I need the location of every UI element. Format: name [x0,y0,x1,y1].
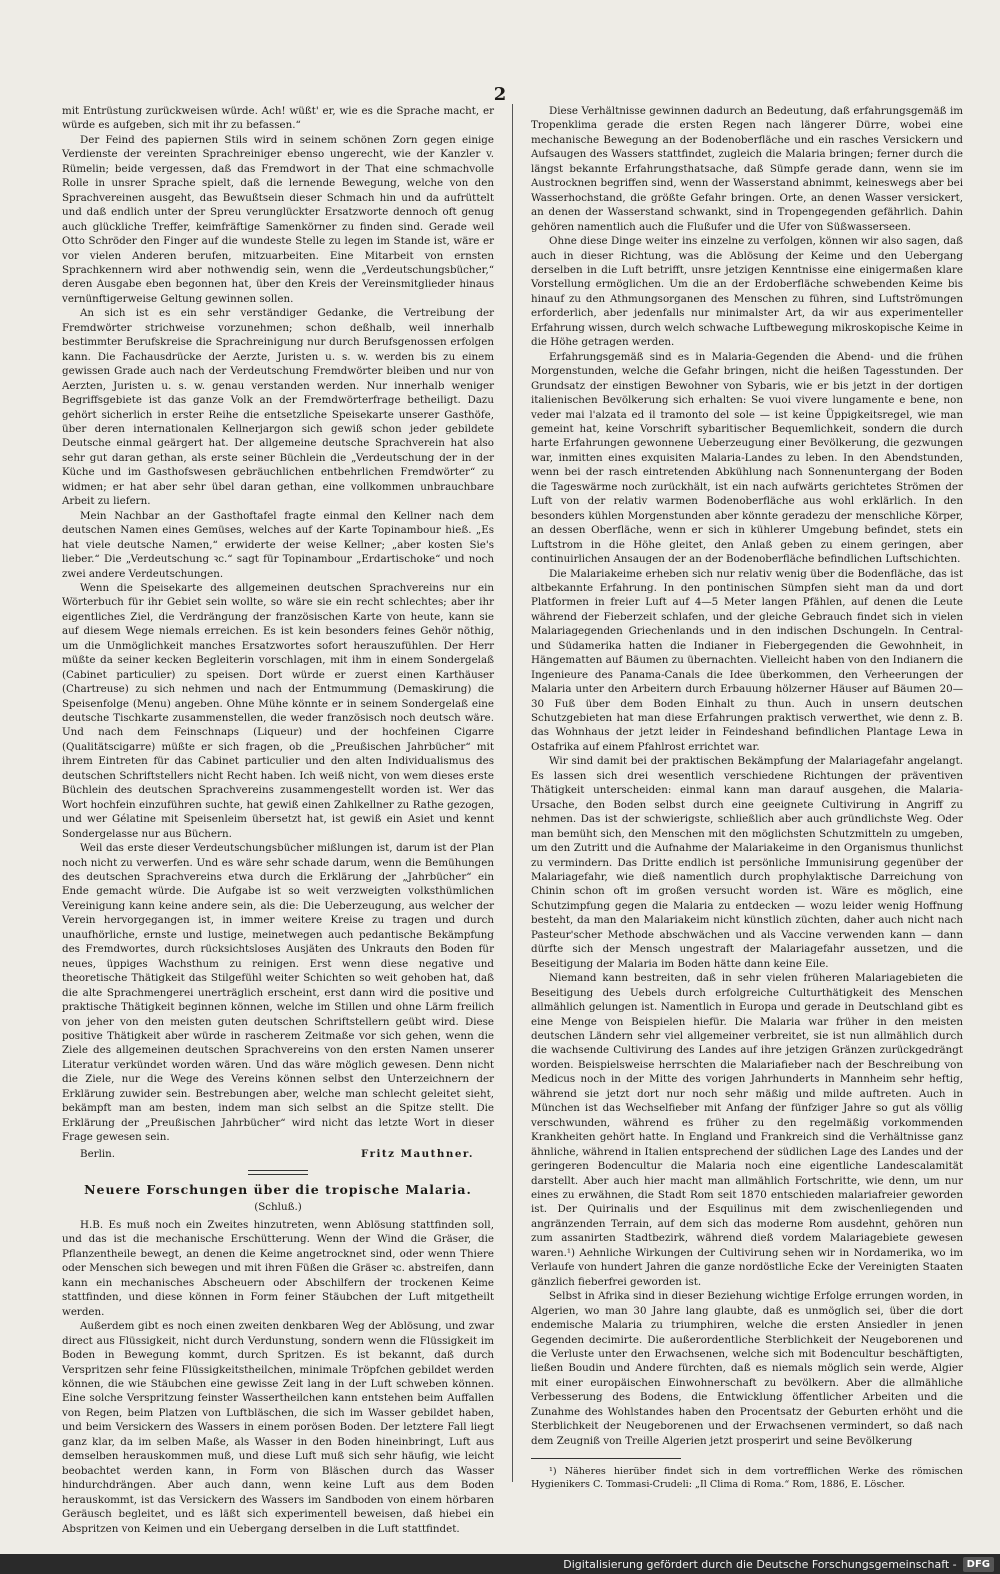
paragraph: Wenn die Speisekarte des allgemeinen deutschen Sprachvereins nur ein Wörterbuch für ihr Gebiet sein wollte, so wäre sie ein recht schlechtes; aber ihr eigentliches Ziel, die Verdrängung der französischen Karte von heute, kann sie auf diesem Wege niemals erreichen. Es ist kein besonders feines Gehör nöthig, um die Unmöglichkeit manches Ersatzwortes sofort herauszufühlen. Der Herr müßte da seiner kecken Begleiterin vorschlagen, mit ihm in einem Sondergelaß (Cabinet particulier) zu speisen. Dort würde er zuerst einen Karthäuser (Chartreuse) zu sich nehmen und nach der Entmummung (Demaskirung) die Speisenfolge (Menu) angeben. Ohne Mühe könnte er in seinem Sondergelaß eine deutsche Tischkarte zusammenstellen, die weder französisch noch deutsch wäre. Und nach dem Feinschnaps (Liqueur) und der hochfeinen Cigarre (Qualitätscigarre) müßte er sich fragen, ob die „Preußischen Jahrbücher“ mit ihrem Eintreten für das Cabinet particulier und den alten Individualismus des deutschen Schriftstellers nicht Recht haben. Ich weiß nicht, von wem dieses erste Büchlein des deutschen Sprachvereins zusammengestellt worden ist. Wer das Wort hochfein einzuführen suchte, hat gewiß einen Zahlkellner zu Rathe gezogen, und wer Gélatine mit Speisenleim übersetzt hat, ist gewiß ein Asiet und kennt Sondergelasse nur aus Büchern. [62,581,494,840]
article-subtitle: (Schluß.) [254,1200,302,1213]
paragraph: Mein Nachbar an der Gasthoftafel fragte einmal den Kellner nach dem deutschen Namen eines Gemüses, welches auf der Karte Topinambour hieß. „Es hat viele deutsche Namen,“ erwiderte der weise Kellner; „aber kosten Sie's lieber.“ Die „Verdeutschung ꝛc.“ sagt für Topinambour „Erdartischoke“ und noch zwei andere Verdeutschungen. [62,509,494,580]
paragraph: Niemand kann bestreiten, daß in sehr vielen früheren Malariagebieten die Beseitigung des Uebels durch erfolgreiche Culturthätigkeit des Menschen allmählich gelungen ist. Namentlich in Europa und gerade in Deutschland gibt es eine Menge von Beispielen hiefür. Die Malaria war früher in den meisten deutschen Ländern sehr viel allgemeiner verbreitet, sie ist nun allmählich durch die wachsende Cultivirung des Landes auf ihre jetzigen Gränzen zurückgedrängt worden. Beispielsweise herrschten die Malariafieber nach der Beschreibung von Medicus noch in der Mitte des vorigen Jahrhunderts in Mannheim sehr heftig, während sie jetzt dort nur noch sehr mäßig und milde auftreten. Auch in München ist das Wechselfieber mit Anfang der fünfziger Jahre so gut als völlig verschwunden, während es früher zu den regelmäßig vorkommenden Krankheiten gehört hatte. In England und Frankreich sind die Verhältnisse ganz ähnliche, während in Italien entsprechend der südlichen Lage des Landes und der geringeren Bodencultur die Malaria noch eine eigentliche Landescalamität darstellt. Aber auch hier macht man allmählich Fortschritte, wie denn, um nur eines zu erwähnen, die Stadt Rom seit 1870 entschieden malariafreier geworden ist. Der Quirinalis und der Esquilinus mit dem zwischenliegenden und angränzenden Terrain, auf dem sich das moderne Rom ausdehnt, gehören nun zum assanirten Stadtbezirk, während dieß vordem Malariagebiete gewesen waren.¹) Aehnliche Wirkungen der Cultivirung sehen wir in Nordamerika, wo im Verlaufe von hundert Jahren die ganze nordöstliche Ecke der Vereinigten Staaten gänzlich fieberfrei geworden ist. [531,972,963,1288]
paragraph: Selbst in Afrika sind in dieser Beziehung wichtige Erfolge errungen worden, in Algerien, wo man 30 Jahre lang glaubte, daß es unmöglich sei, über die dort endemische Malaria zu triumphiren, welche die ersten Ansiedler in jenen Gegenden decimirte. Die außerordentliche Sterblichkeit der Neugeborenen und die Verluste unter den Erwachsenen, welche sich mit Bodencultur beschäftigten, ließen Boudin und Andere fürchten, daß es niemals möglich sein werde, Algier mit einer europäischen Einwohnerschaft zu bevölkern. Aber die allmähliche Verbesserung des Bodens, die Entwicklung öffentlicher Arbeiten und die Zunahme des Wohlstandes haben den Procentsatz der Geburten erhöht und die Sterblichkeit der Neugeborenen und der Erwachsenen vermindert, so daß nach dem Zeugniß von Treille Algerien jetzt prosperirt und seine Bevölkerung [531,1290,963,1447]
article-author: Fritz Mauthner. [360,1147,474,1160]
paragraph: Außerdem gibt es noch einen zweiten denkbaren Weg der Ablösung, und zwar direct aus Flüssigkeit, nicht durch Verdunstung, sondern wenn die Flüssigkeit im Boden in Bewegung kommt, durch Spritzen. Es ist bekannt, daß durch Verspritzen sehr feine Flüssigkeitstheilchen, minimale Tröpfchen gebildet werden können, die wie Stäubchen eine gewisse Zeit lang in der Luft schweben können. Eine solche Verspritzung feinster Wassertheilchen kann entstehen beim Auffallen von Regen, beim Platzen von Luftbläschen, die sich im Wasser gebildet haben, und beim Versickern des Wassers in einem porösen Boden. Der letztere Fall liegt ganz klar, da im selben Maße, als Wasser in den Boden hineinbringt, Luft aus demselben herauskommen muß, und diese Luft muß sich sehr häufig, wie leicht beobachtet werden kann, in Form von Bläschen durch das Wasser hindurchdrängen. Aber auch dann, wenn keine Luft aus dem Boden herauskommt, ist das Versickern des Wassers im Sandboden von einem hörbaren Geräusch begleitet, und es läßt sich experimentell beweisen, daß hiebei ein Abspritzen von Keimen und ein Uebergang derselben in die Luft stattfindet. [62,1320,494,1535]
paragraph: Die Malariakeime erheben sich nur relativ wenig über die Bodenfläche, das ist altbekannte Erfahrung. In den pontinischen Sümpfen sieht man da und dort Platformen in freier Luft auf 4—5 Meter langen Pfählen, auf denen die Leute während der Fieberzeit schlafen, und der gleiche Gebrauch findet sich in vielen Malariagegenden Griechenlands und in den indischen Dschungeln. In Central- und Südamerika hatten die Indianer in Fiebergegenden die Gewohnheit, in Hängematten auf Bäumen zu übernachten. Vielleicht haben von den Indianern die Ingenieure des Panama-Canals die Idee überkommen, den Verheerungen der Malaria unter den Arbeitern durch Erbauung hölzerner Häuser auf Bäumen 20—30 Fuß über dem Boden Einhalt zu thun. Auch in unsern deutschen Schutzgebieten hat man diese Erfahrungen praktisch verwerthet, wie denn z. B. das Wohnhaus der jetzt leider in Feindeshand befindlichen Plantage Lewa in Ostafrika auf einem Pfahlrost errichtet war. [531,567,963,753]
paragraph: mit Entrüstung zurückweisen würde. Ach! wüßt' er, wie es die Sprache macht, er würde es aufgeben, sich mit ihr zu befassen.“ [62,105,494,132]
digitization-credit: Digitalisierung gefördert durch die Deutsche Forschungsgemeinschaft - [563,1557,957,1571]
paragraph: Wir sind damit bei der praktischen Bekämpfung der Malariagefahr angelangt. Es lassen sich drei wesentlich verschiedene Richtungen der präventiven Thätigkeit unterscheiden: einmal kann man darauf ausgehen, die Malaria-Ursache, den Boden selbst durch eine geeignete Cultivirung in Angriff zu nehmen. Das ist der schwierigste, schließlich aber auch gründlichste Weg. Oder man bemüht sich, den Menschen mit den möglichsten Schutzmitteln zu umgeben, um den Zutritt und die Aufnahme der Malariakeime in den Organismus thunlichst zu vermindern. Das Dritte endlich ist persönliche Immunisirung gegenüber der Malariagefahr, wie dieß namentlich durch prophylaktische Darreichung von Chinin schon oft im großen versucht worden ist. Wäre es möglich, eine Schutzimpfung gegen die Malaria zu entdecken — wozu leider wenig Hoffnung besteht, da man den Malariakeim nicht künstlich züchten, daher auch nicht nach Pasteur'scher Methode abschwächen und als Vaccine verwenden kann — dann dürfte sich der Mensch ungestraft der Malariagefahr aussetzen, und die Beseitigung der Malaria im Boden hätte dann keine Eile. [531,755,963,970]
paragraph: Weil das erste dieser Verdeutschungsbücher mißlungen ist, darum ist der Plan noch nicht zu verwerfen. Und es wäre sehr schade darum, wenn die Bemühungen des deutschen Sprachvereins etwa durch die Erklärung der „Jahrbücher“ ein Ende gemacht würde. Die Aufgabe ist so weit verzweigten volksthümlichen Vereinigung kann keine andere sein, als die: Die Ueberzeugung, aus welcher der Verein hervorgegangen ist, in immer weitere Kreise zu tragen und durch unaufhörliche, ernste und lustige, meinetwegen auch pedantische Bekämpfung des Fremdwortes, durch rücksichtsloses Ausjäten des Unkrauts den Boden für neues, üppiges Wachsthum zu reinigen. Erst wenn diese negative und theoretische Thätigkeit das Stilgefühl weiter Schichten so weit gehoben hat, daß die alte Sprachmengerei unerträglich erscheint, erst dann wird die positive und praktische Thätigkeit beginnen können, welche im Stillen und ohne Lärm freilich von jeher von den meisten guten deutschen Schriftstellern geübt wird. Diese positive Thätigkeit aber würde in rascherem Zeitmaße vor sich gehen, wenn die Ziele des allgemeinen deutschen Sprachvereins von den ersten Namen unserer Literatur verkündet worden wären. Und das wäre möglich gewesen. Denn nicht die Ziele, nur die Wege des Vereins können selbst den Unterzeichnern der Erklärung zuwider sein. Bestrebungen aber, welche man schlecht geleitet sieht, bekämpft man am besten, indem man sich selbst an die Spitze stellt. Die Erklärung der „Preußischen Jahrbücher“ wird nicht das letzte Wort in dieser Frage gewesen sein. [62,842,494,1144]
paragraph: Der Feind des papiernen Stils wird in seinem schönen Zorn gegen einige Verdienste der vereinten Sprachreiniger ebenso ungerecht, wie der Kanzler v. Rümelin; beide vergessen, daß das Fremdwort in der That eine schmachvolle Rolle in unsrer Sprache spielt, daß die lernende Bewegung, welche von den Sprachvereinen ausgeht, das Bewußtsein dieser Schmach hin und da aufrüttelt und daß endlich unter der Spreu verunglückter Ersatzworte dennoch oft genug auch glückliche Treffer, keimfräftige Samenkörner zu finden sind. Gerade weil Otto Schröder den Finger auf die wundeste Stelle zu legen im Stande ist, wäre er vor vielen Anderen berufen, mitzuarbeiten. Eine Mitarbeit von ernsten Sprachkennern wird aber nothwendig sein, wenn die „Verdeutschungsbücher,“ deren Ausgabe eben begonnen hat, über den Kreis der Vereinsmitglieder hinaus vernünftigerweise Geltung gewinnen sollen. [62,133,494,305]
paragraph: H.B. Es muß noch ein Zweites hinzutreten, wenn Ablösung stattfinden soll, und das ist die mechanische Erschütterung. Wenn der Wind die Gräser, die Pflanzentheile bewegt, an denen die Keime angetrocknet sind, oder wenn Thiere oder Menschen sich bewegen und mit ihren Füßen die Gräser ꝛc. abstreifen, dann kann ein mechanisches Abscheuern oder Abschilfern der trockenen Keime stattfinden, und diese können in Form feiner Stäubchen der Luft mitgetheilt werden. [62,1218,494,1318]
column-divider [512,104,513,1482]
footnote-separator [531,1458,681,1459]
digitization-footer [0,1554,1000,1574]
signature-row [62,1147,494,1161]
paragraph: Erfahrungsgemäß sind es in Malaria-Gegenden die Abend- und die frühen Morgenstunden, welche die Gefahr bringen, nicht die heißen Tagesstunden. Der Grundsatz der einstigen Bewohner von Sybaris, wie er bis jetzt in der dortigen italienischen Bevölkerung sich erhalten: Se vuoi vivere lungamente e bene, non veder mai l'alzata ed il tramonto del sole — ist keine Üppigkeitsregel, wie man gemeint hat, keine Vorschrift sybaritischer Bequemlichkeit, sondern die durch harte Erfahrungen gewonnene Ueberzeugung einer Bevölkerung, die gezwungen war, inmitten eines exquisiten Malaria-Landes zu leben. In den Abendstunden, wenn bei der rasch eintretenden Abkühlung nach Sonnenuntergang der Boden die Tageswärme noch zurückhält, ist ein nach aufwärts gerichtetes Strömen der Luft von der relativ warmen Bodenoberfläche aus wohl erklärlich. In den besonders kühlen Morgenstunden aber könnte geradezu der menschliche Körper, an dessen Oberfläche, wenn er sich in kühlerer Umgebung befindet, stets ein Luftstrom in die Höhe gleitet, den Anlaß geben zu einem geringen, aber continuirlichen Ansaugen der an der Bodenoberfläche befindlichen Luftschichten. [531,350,963,566]
left-column [62,104,494,1536]
paragraph: Diese Verhältnisse gewinnen dadurch an Bedeutung, daß erfahrungsgemäß im Tropenklima gerade die ersten Regen nach längerer Dürre, wobei eine mechanische Bewegung an der Bodenoberfläche und ein rasches Versickern und Aufsaugen des Wassers stattfindet, zugleich die Malaria bringen; ferner durch die längst bekannte Erfahrungsthatsache, daß Sümpfe gerade dann, wenn sie im Austrocknen begriffen sind, wenn der Wasserstand abnimmt, keineswegs aber bei Wasserhochstand, die größte Gefahr bringen. Orte, an denen Wasser versickert, an denen der Wasserstand schwankt, sind in Tropengegenden gefährlich. Dahin gehören namentlich auch die Flußufer und die Ufer von Süßwasserseen. [531,105,963,233]
article-title: Neuere Forschungen über die tropische Malaria. [84,1182,472,1198]
paragraph: An sich ist es ein sehr verständiger Gedanke, die Vertreibung der Fremdwörter strichweise vorzunehmen; schon deßhalb, weil innerhalb bestimmter Berufskreise die Sprachreinigung nur durch Berufsgenossen erfolgen kann. Die Fachausdrücke der Aerzte, Juristen u. s. w. werden bis zu einem gewissen Grade auch nach der Verdeutschung Fremdwörter bleiben und nur von Aerzten, Juristen u. s. w. genau verstanden werden. Nur innerhalb weniger Begriffsgebiete ist das ganze Volk an der Fremdwörterfrage betheiligt. Dazu gehört sicherlich in erster Reihe die entsetzliche Speisekarte unserer Gasthöfe, über deren internationalen Kellnerjargon sich gewiß schon jeder gebildete Deutsche einmal geärgert hat. Der allgemeine deutsche Sprachverein hat also sehr gut daran gethan, als erste seiner Büchlein die „Verdeutschung der in der Küche und im Gasthofswesen gebräuchlichen entbehrlichen Fremdwörter“ zu widmen; er hat aber sehr übel daran gethan, eine vollkommen unbrauchbare Arbeit zu liefern. [62,307,494,508]
footnote: ¹) Näheres hierüber findet sich in dem vortrefflichen Werke des römischen Hygienikers C. Tommasi-Crudeli: „Il Clima di Roma.“ Rom, 1886, E. Löscher. [531,1466,963,1491]
article-place: Berlin. [80,1147,116,1160]
right-column [531,104,963,1491]
section-divider [248,1170,308,1175]
paragraph: Ohne diese Dinge weiter ins einzelne zu verfolgen, können wir also sagen, daß auch in dieser Richtung, was die Ablösung der Keime und den Uebergang derselben in die Luft betrifft, unsre jetzigen Kenntnisse eine einigermaßen klare Vorstellung ermöglichen. Um die an der Erdoberfläche schwebenden Keime bis hinauf zu den Athmungsorganen des Menschen zu führen, sind Luftströmungen erforderlich, aber jedenfalls nur minimalster Art, da wir aus experimenteller Erfahrung wissen, durch welch schwache Luftbewegung mikroskopische Keime in die Höhe getragen werden. [531,235,963,349]
dfg-logo: DFG [963,1557,994,1572]
page-number: 2 [493,84,507,105]
